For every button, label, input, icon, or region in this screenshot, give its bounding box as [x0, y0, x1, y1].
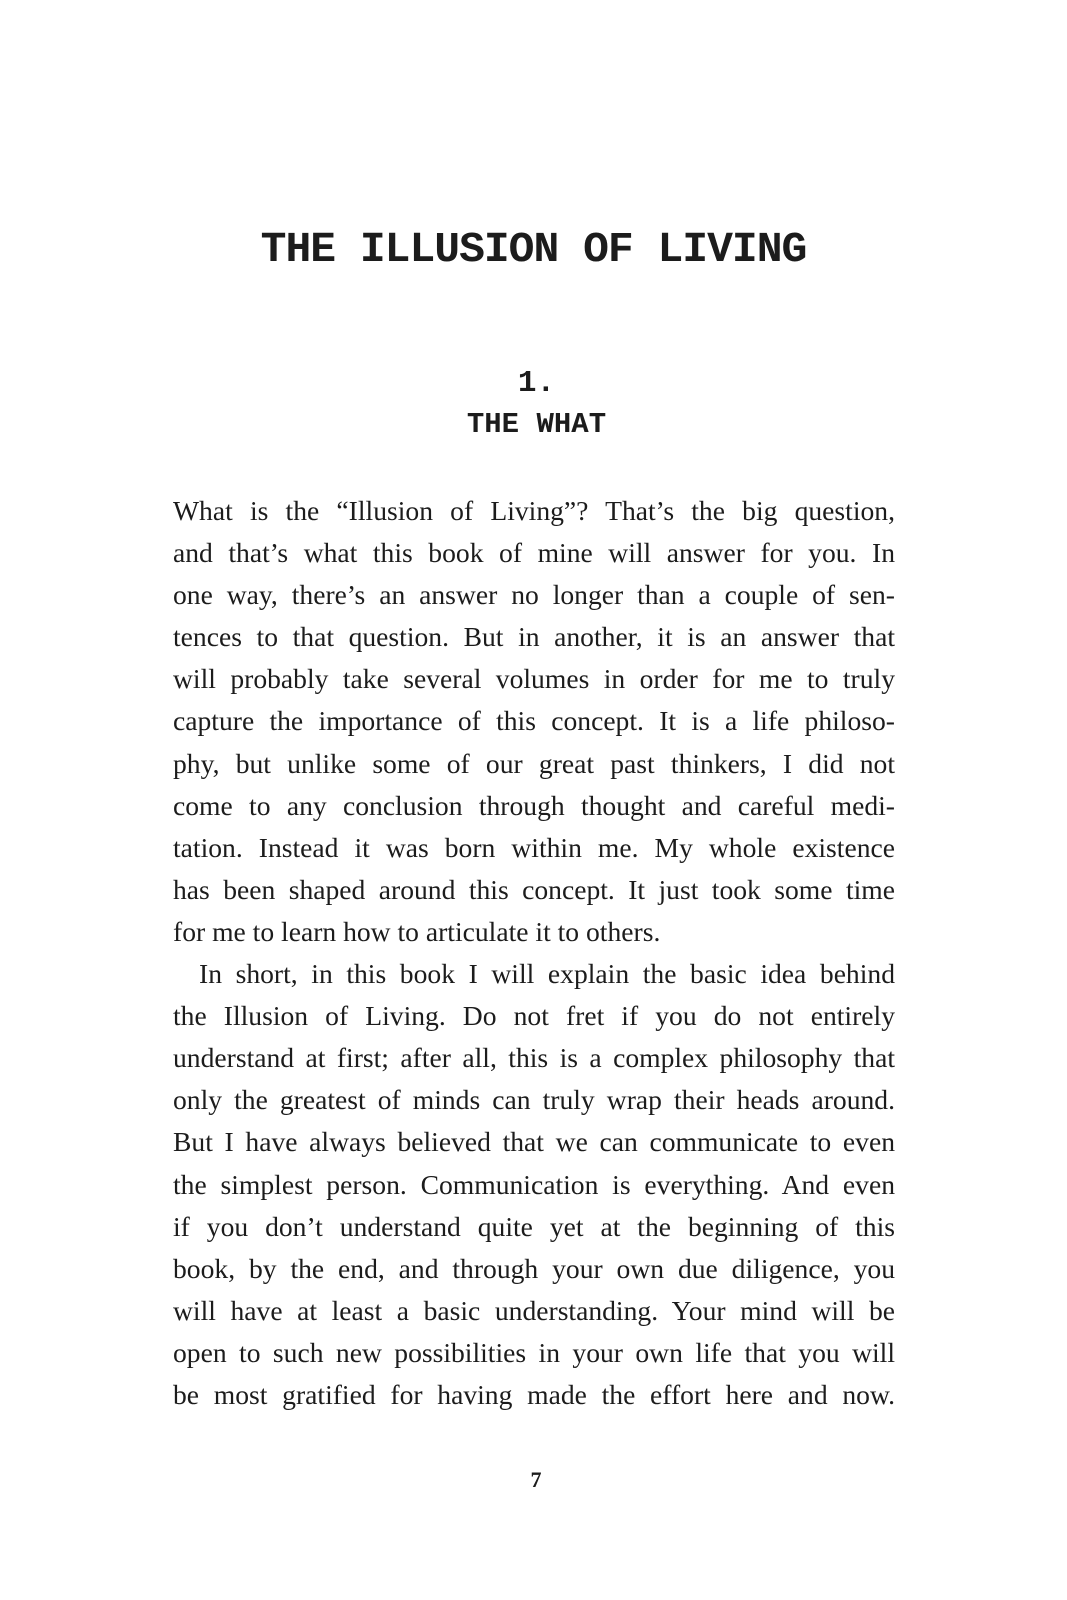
text-line: and that’s what this book of mine will answer for you. In: [173, 537, 895, 569]
text-line: What is the “Illusion of Living”? That’s the big question,: [173, 495, 895, 526]
book-title: THE ILLUSION OF LIVING: [260, 225, 807, 274]
text-line: the simplest person. Communication is everything. And even: [173, 1168, 895, 1200]
text-line: has been shaped around this concept. It just took some time: [173, 873, 895, 905]
text-line: will have at least a basic understanding. Your mind will be: [173, 1294, 895, 1326]
text-line: understand at first; after all, this is a complex philosophy that: [173, 1042, 895, 1074]
page-number: 7: [530, 1467, 542, 1492]
text-line: capture the importance of this concept. It is a life philoso-: [173, 705, 895, 737]
text-line: open to such new possibilities in your own life that you will: [173, 1336, 895, 1368]
text-line: one way, there’s an answer no longer than a couple of sen-: [173, 579, 895, 611]
chapter-title: THE WHAT: [466, 408, 607, 441]
text-line: will probably take several volumes in order for me to truly: [173, 663, 895, 695]
text-line: only the greatest of minds can truly wrap their heads around.: [173, 1084, 895, 1116]
text-line: In short, in this book I will explain the basic idea behind: [199, 958, 895, 990]
text-line: for me to learn how to articulate it to others.: [173, 915, 661, 947]
text-line: come to any conclusion through thought and careful medi-: [173, 789, 895, 821]
text-line: tences to that question. But in another, it is an answer that: [173, 621, 895, 653]
text-line: phy, but unlike some of our great past thinkers, I did not: [173, 747, 895, 779]
paragraph-2: [173, 953, 895, 1416]
paragraph-1: [173, 490, 895, 953]
text-line: tation. Instead it was born within me. My whole existence: [173, 831, 895, 863]
text-line: if you don’t understand quite yet at the beginning of this: [173, 1210, 895, 1242]
text-line: But I have always believed that we can communicate to even: [173, 1126, 895, 1158]
text-line: the Illusion of Living. Do not fret if you do not entirely: [173, 1000, 895, 1032]
chapter-number: 1.: [517, 366, 556, 401]
body-text: [173, 490, 895, 1416]
text-line: be most gratified for having made the effort here and now.: [173, 1378, 895, 1410]
text-line: book, by the end, and through your own due diligence, you: [173, 1252, 895, 1284]
